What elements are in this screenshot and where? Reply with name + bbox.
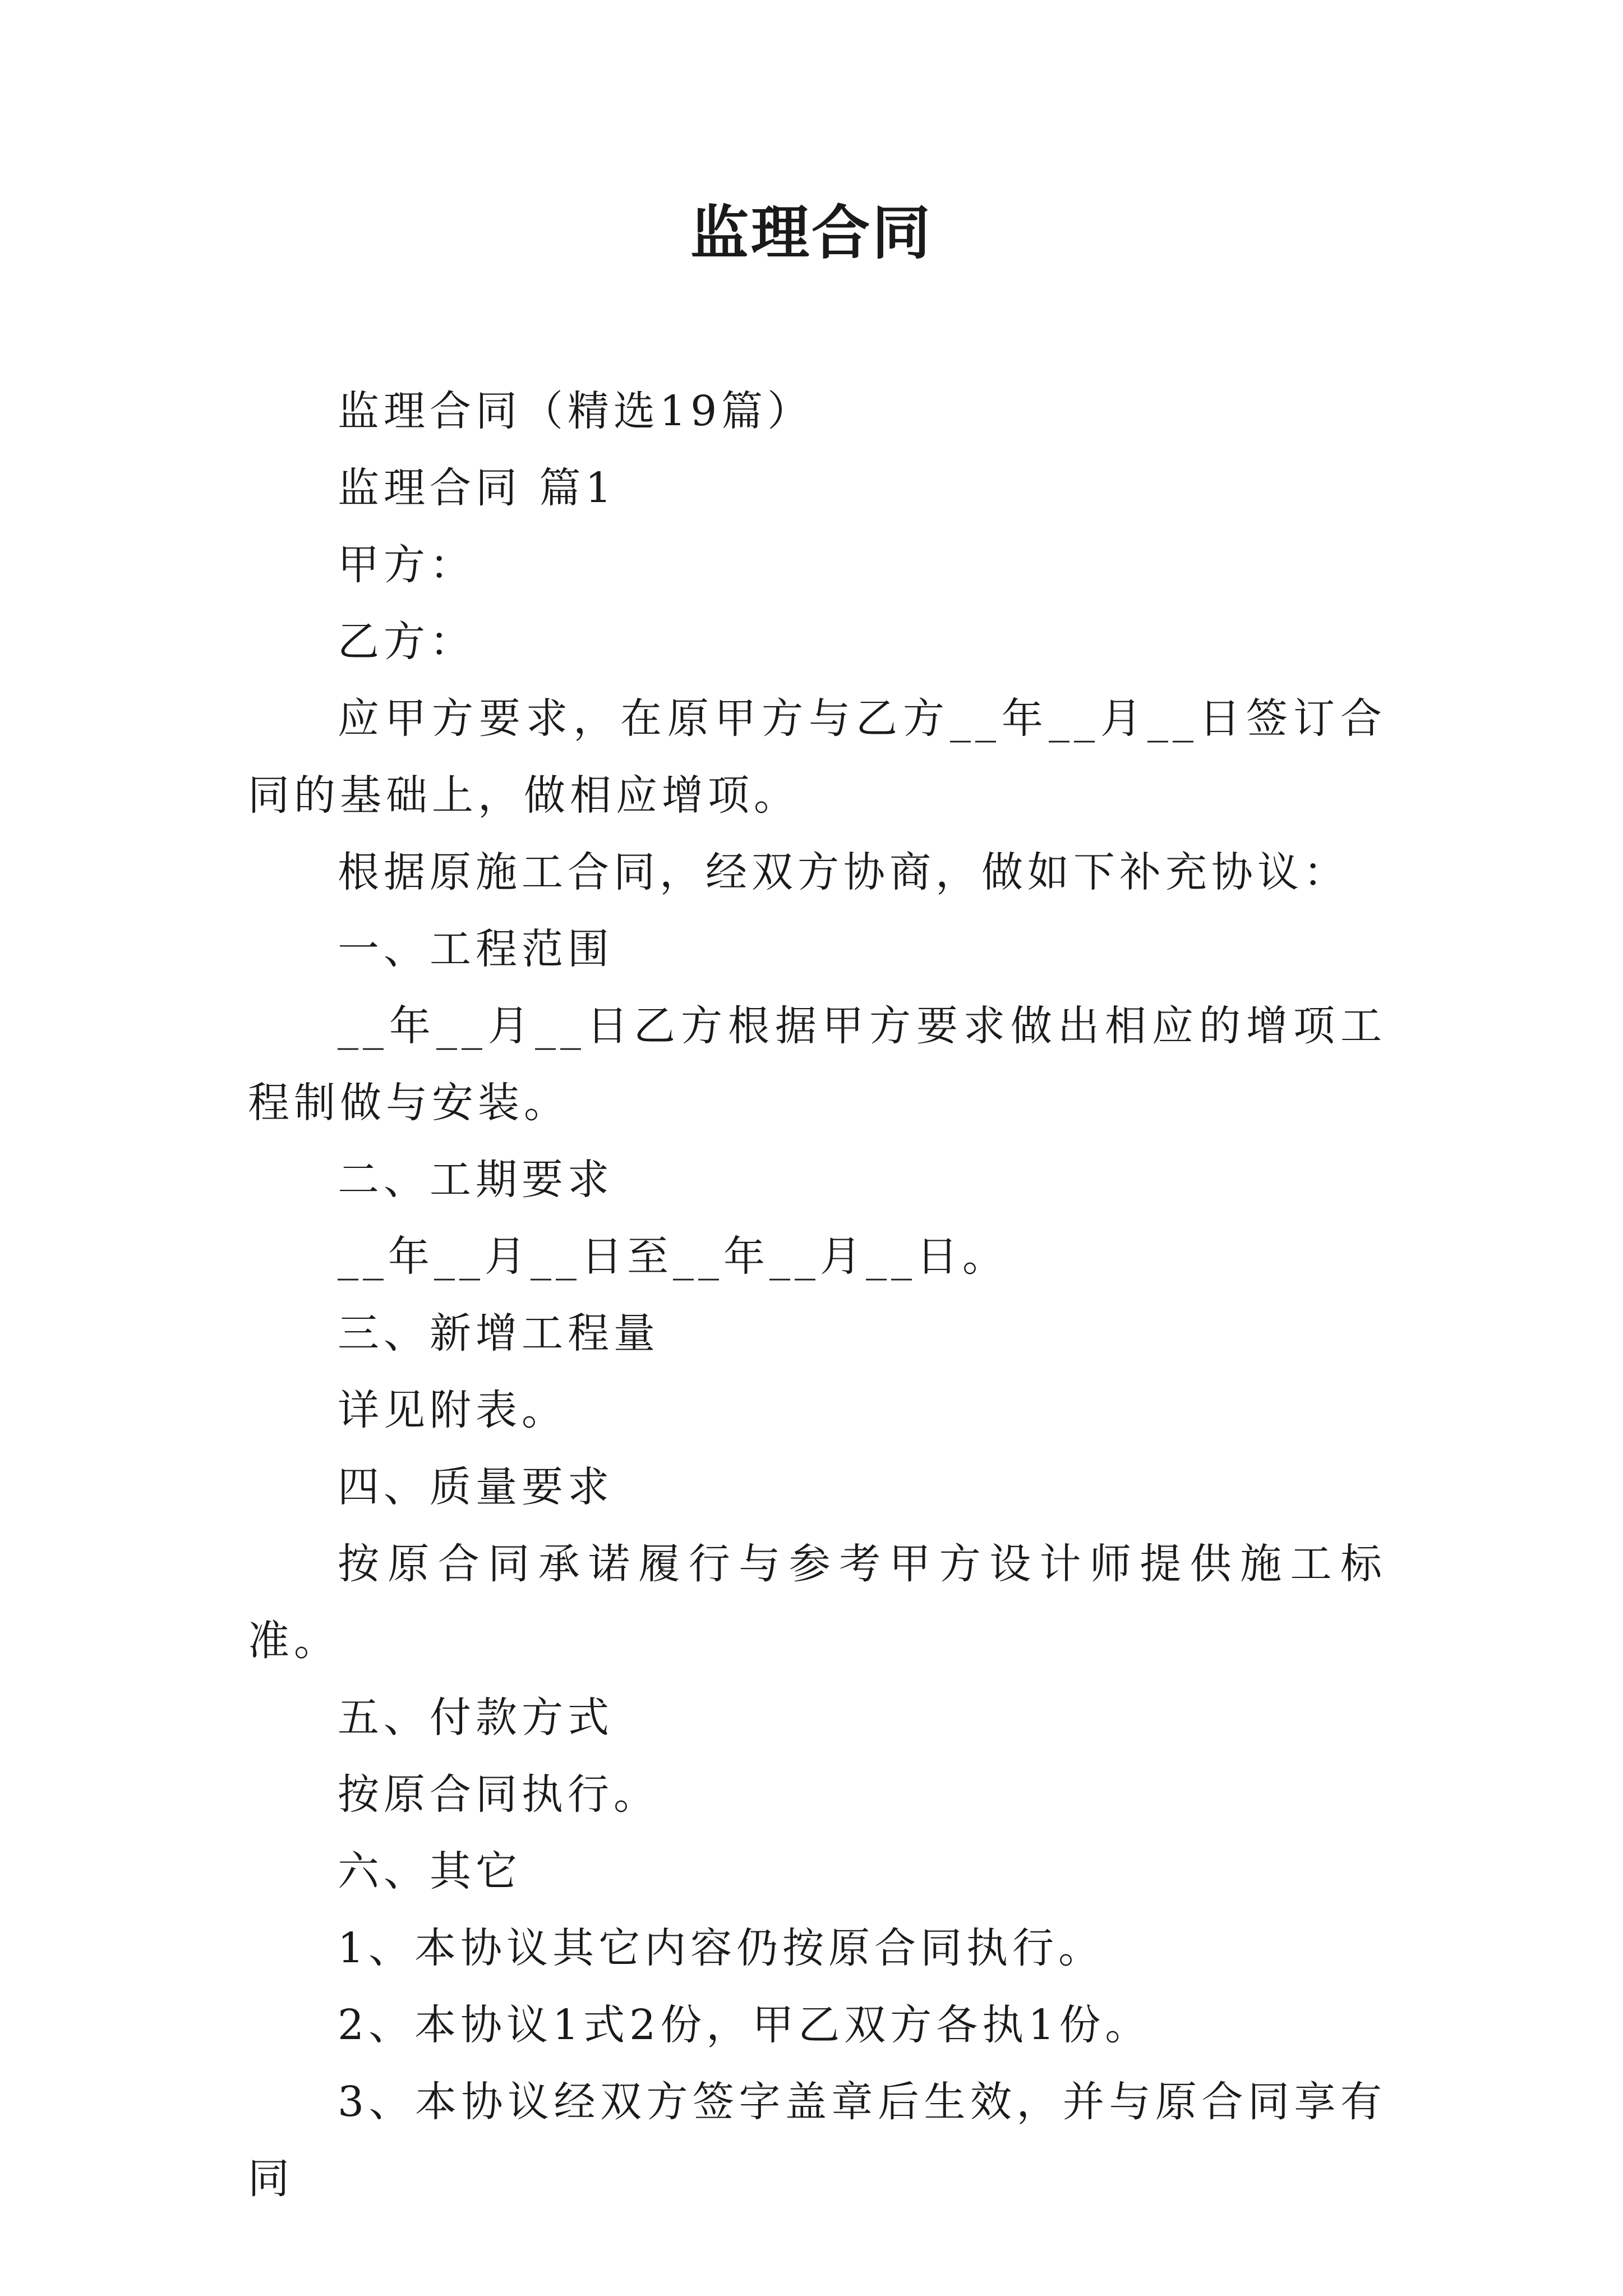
clause-heading-other: 六、其它 [338, 1847, 522, 1895]
clause-heading-scope: 一、工程范围 [338, 925, 614, 973]
paragraph-section-heading: 监理合同 篇1 [338, 464, 616, 512]
clause-body-scope: __年__月__日乙方根据甲方要求做出相应的增项工程制做与安装。 [248, 1002, 1386, 1127]
paragraph-intro: 应甲方要求，在原甲方与乙方__年__月__日签订合同的基础上，做相应增项。 [248, 694, 1386, 820]
clause-body-payment: 按原合同执行。 [338, 1770, 660, 1819]
clause-body-quality: 按原合同承诺履行与参考甲方设计师提供施工标准。 [248, 1540, 1386, 1665]
clause-item-2: 2、本协议1式2份，甲乙双方各执1份。 [338, 2001, 1151, 2049]
clause-item-1: 1、本协议其它内容仍按原合同执行。 [338, 1924, 1105, 1972]
document-body [248, 373, 1386, 2217]
paragraph-agreement-basis: 根据原施工合同，经双方协商，做如下补充协议： [338, 848, 1349, 896]
clause-body-schedule: __年__月__日至__年__月__日。 [338, 1232, 1008, 1281]
document-title: 监理合同 [690, 198, 933, 267]
paragraph-party-b: 乙方： [338, 618, 476, 666]
clause-heading-payment: 五、付款方式 [338, 1694, 614, 1742]
paragraph-party-a: 甲方： [338, 541, 476, 589]
clause-body-quantity: 详见附表。 [338, 1386, 568, 1434]
clause-item-3: 3、本协议经双方签字盖章后生效，并与原合同享有同 [248, 2078, 1386, 2203]
clause-heading-schedule: 二、工期要求 [338, 1156, 614, 1204]
clause-heading-quantity: 三、新增工程量 [338, 1309, 660, 1358]
clause-heading-quality: 四、质量要求 [338, 1463, 614, 1511]
paragraph-subtitle: 监理合同（精选19篇） [338, 387, 814, 435]
